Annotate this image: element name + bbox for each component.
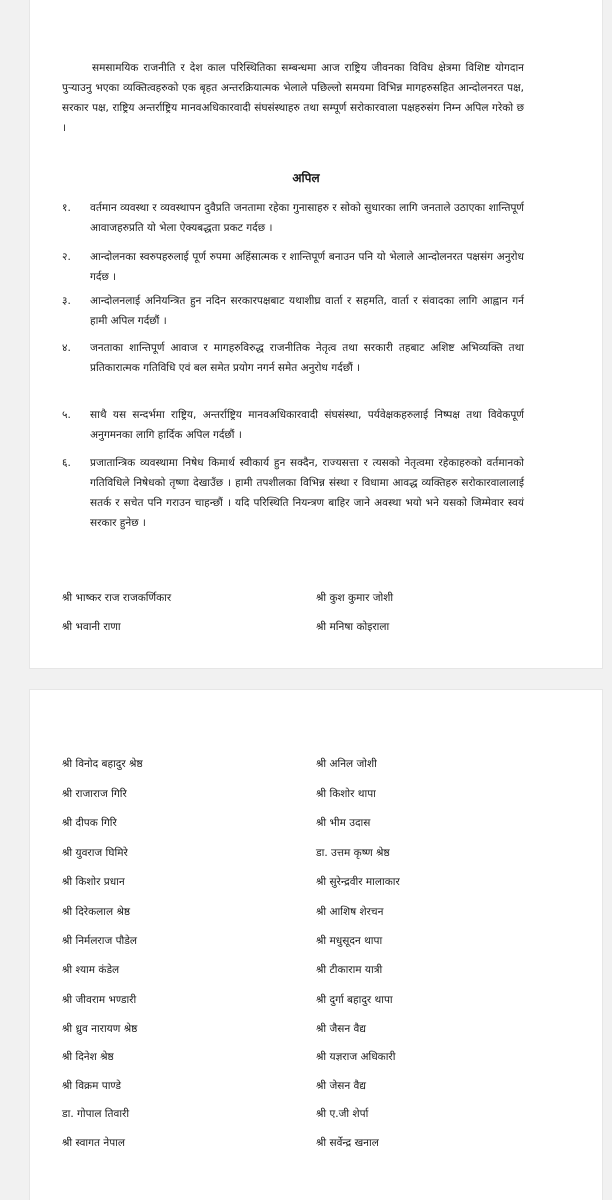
point-number: ५. [62, 409, 71, 421]
signatory-right: श्री जैसन वैद्य [316, 1023, 366, 1035]
point-number: २. [62, 251, 71, 263]
intro-paragraph [62, 58, 524, 138]
signatory-left: श्री विक्रम पाण्डे [62, 1080, 122, 1092]
signatory-right: श्री सर्वेन्द्र खनाल [316, 1137, 379, 1149]
signatory-right: श्री यज्ञराज अधिकारी [316, 1051, 396, 1063]
signatory-left: श्री विनोद बहादुर श्रेष्ठ [62, 758, 143, 770]
signatory-right: डा. उत्तम कृष्ण श्रेष्ठ [316, 847, 390, 859]
point-number: ४. [62, 342, 71, 354]
signatory-left: श्री जीवराम भण्डारी [62, 994, 137, 1006]
signatory-right: श्री किशोर थापा [316, 788, 376, 800]
signatory-right: श्री दुर्गा बहादुर थापा [316, 994, 393, 1006]
appeal-point [62, 453, 524, 533]
signatory-left: श्री भवानी राणा [62, 621, 121, 633]
signatory-left: श्री दिरेकलाल श्रेष्ठ [62, 906, 131, 918]
appeal-point [62, 247, 524, 287]
point-text: प्रजातान्त्रिक व्यवस्थामा निषेध किमार्थ स्वीकार्य हुन सक्दैन, राज्यसत्ता र त्यसको नेतृत्वमा रहेकाहरुको वर्तमानको गतिविधिले निषेधको तृष्णा देखाउँछ । हामी तपशीलका विभिन्न संस्था र विधामा आवद्ध व्यक्तिहरु सरोकारवालालाई सतर्क र सचेत पनि गराउन चाहन्छौं । यदि परिस्थिति नियन्त्रण बाहिर जाने अवस्था भयो भने यसको जिम्मेवार स्वयं सरकार हुनेछ । [90, 457, 524, 529]
signatory-left: श्री निर्मलराज पौडेल [62, 935, 137, 947]
signatory-right: श्री कुश कुमार जोशी [316, 592, 394, 604]
signatory-left: श्री युवराज घिमिरे [62, 847, 128, 859]
signatory-right: श्री अनिल जोशी [316, 758, 377, 770]
point-text: साथै यस सन्दर्भमा राष्ट्रिय, अन्तर्राष्ट्रिय मानवअधिकारवादी संघसंस्था, पर्यवेक्षकहरुलाई निष्पक्ष तथा विवेकपूर्ण अनुगमनका लागि हार्दिक अपिल गर्दछौं । [90, 409, 524, 441]
signatory-right: श्री ए.जी शेर्पा [316, 1108, 369, 1120]
signatory-right: श्री जेसन वैद्य [316, 1080, 366, 1092]
point-number: ३. [62, 295, 71, 307]
appeal-point [62, 198, 524, 238]
point-text: जनताका शान्तिपूर्ण आवाज र मागहरुविरुद्ध राजनीतिक नेतृत्व तथा सरकारी तहबाट अशिष्ट अभिव्यक्ति तथा प्रतिकारात्मक गतिविधि एवं बल समेत प्रयोग नगर्न समेत अनुरोध गर्दछौं । [90, 342, 524, 374]
appeal-point [62, 338, 524, 378]
signatory-left: श्री राजाराज गिरि [62, 788, 127, 800]
signatory-left: डा. गोपाल तिवारी [62, 1108, 130, 1120]
signatory-right: श्री सुरेन्द्रवीर मालाकार [316, 876, 400, 888]
appeal-heading: अपिल [292, 171, 320, 185]
appeal-point [62, 405, 524, 445]
point-text: वर्तमान व्यवस्था र व्यवस्थापन दुवैप्रति जनतामा रहेका गुनासाहरु र सोको सुधारका लागि जनताले उठाएका शान्तिपूर्ण आवाजहरुप्रति यो भेला ऐक्यबद्धता प्रकट गर्दछ । [90, 202, 524, 234]
appeal-point [62, 291, 524, 331]
signatory-left: श्री श्याम कंडेल [62, 964, 120, 976]
intro-text: समसामयिक राजनीति र देश काल परिस्थितिका सम्बन्धमा आज राष्ट्रिय जीवनका विविध क्षेत्रमा विशिष्ट योगदान पुर्‍याउनु भएका व्यक्तित्वहरुको एक बृहत अन्तरक्रियात्मक भेलाले पछिल्लो समयमा विभिन्न मागहरुसहित आन्दोलनरत पक्ष, सरकार पक्ष, राष्ट्रिय अन्तर्राष्ट्रिय मानवअधिकारवादी संघसंस्थाहरु तथा सम्पूर्ण सरोकारवाला पक्षहरुसंग निम्न अपिल गरेको छ । [62, 62, 524, 134]
point-number: १. [62, 202, 71, 214]
signatory-right: श्री मधुसूदन थापा [316, 935, 383, 947]
point-text: आन्दोलनलाई अनियन्त्रित हुन नदिन सरकारपक्षबाट यथाशीघ्र वार्ता र सहमति, वार्ता र संवादका लागि आह्वान गर्न हामी अपिल गर्दछौं । [90, 295, 524, 327]
signatory-left: श्री दीपक गिरि [62, 817, 117, 829]
signatory-right: श्री मनिषा कोइराला [316, 621, 390, 633]
signatory-right: श्री आशिष शेरचन [316, 906, 384, 918]
signatory-left: श्री किशोर प्रधान [62, 876, 125, 888]
signatory-right: श्री भीम उदास [316, 817, 371, 829]
signatory-left: श्री दिनेश श्रेष्ठ [62, 1051, 114, 1063]
signatory-left: श्री ध्रुव नारायण श्रेष्ठ [62, 1023, 138, 1035]
signatory-right: श्री टीकाराम यात्री [316, 964, 383, 976]
point-number: ६. [62, 457, 71, 469]
point-text: आन्दोलनका स्वरुपहरुलाई पूर्ण रुपमा अहिंसात्मक र शान्तिपूर्ण बनाउन पनि यो भेलाले आन्दोलनरत पक्षसंग अनुरोध गर्दछ । [90, 251, 524, 283]
signatory-left: श्री भाष्कर राज राजकर्णिकार [62, 592, 172, 604]
signatory-left: श्री स्वागत नेपाल [62, 1137, 125, 1149]
